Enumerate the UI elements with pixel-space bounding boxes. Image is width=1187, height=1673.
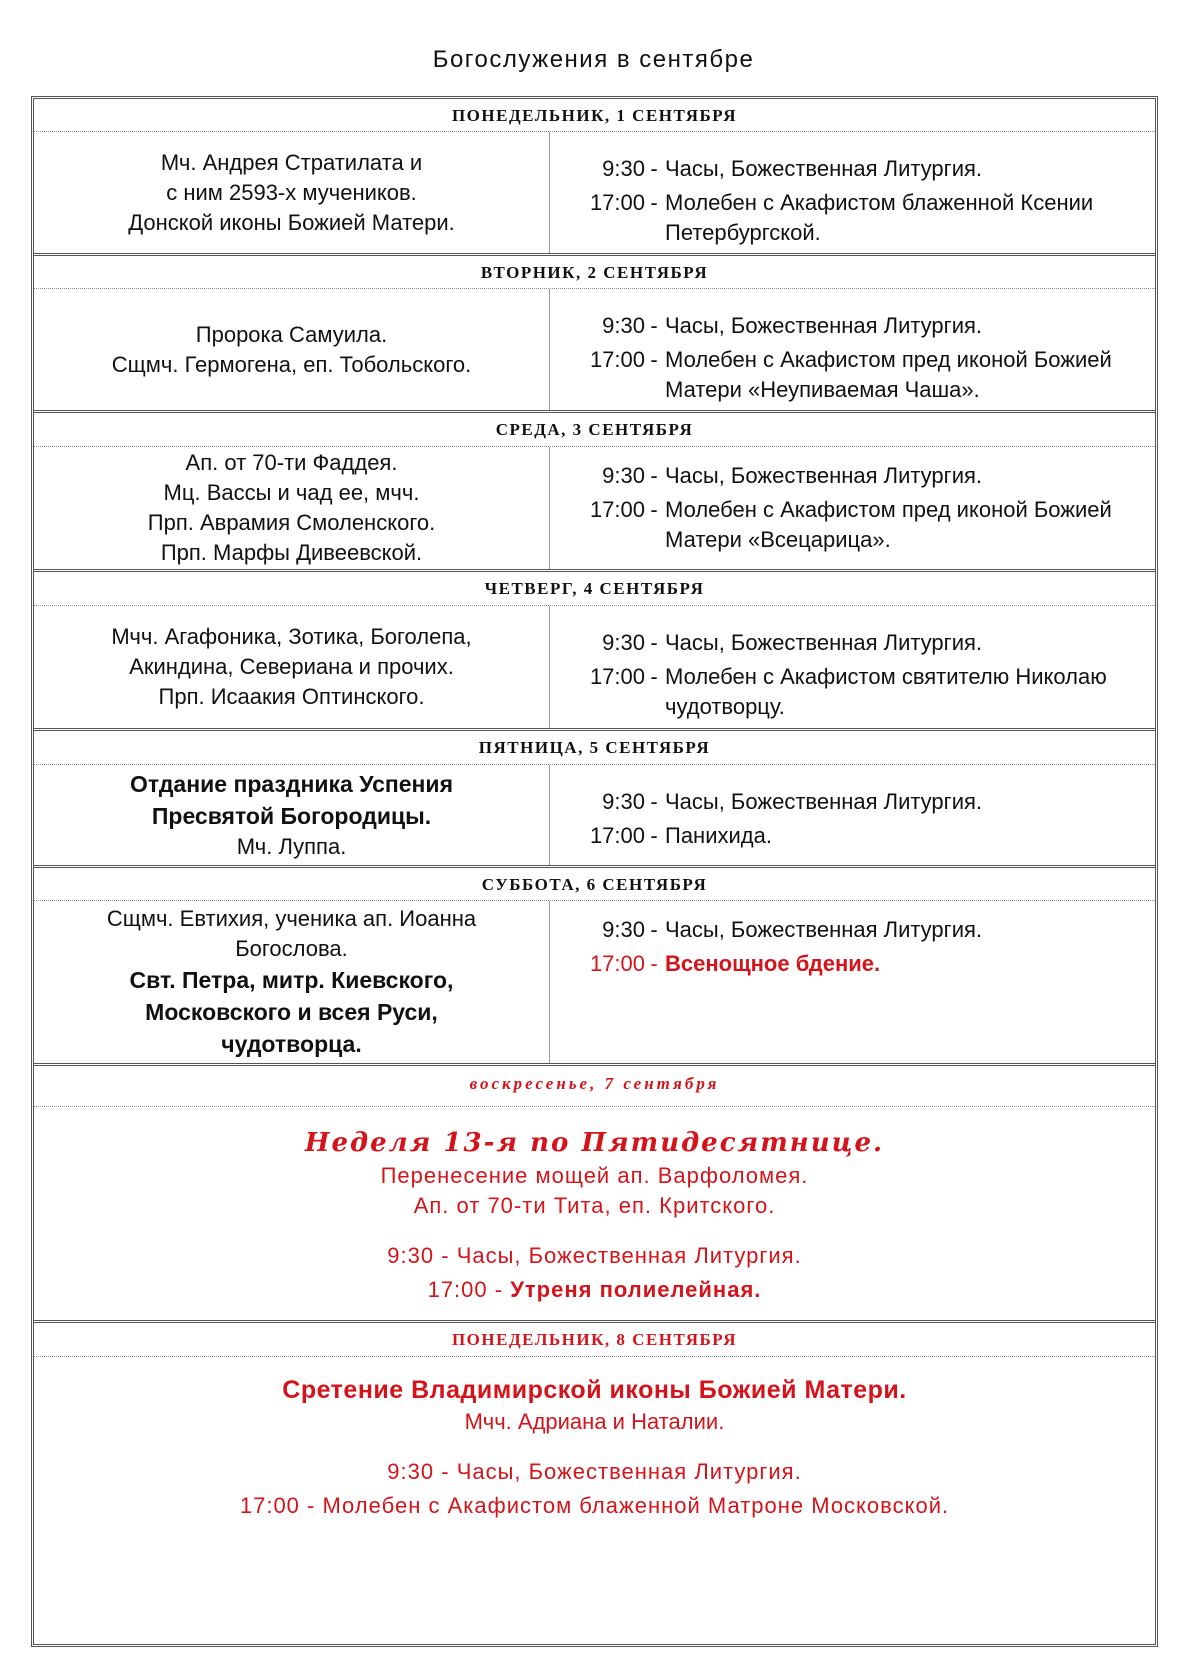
- saints-cell: [34, 606, 550, 728]
- service-entry: [550, 949, 1155, 979]
- day-row: [34, 289, 1155, 413]
- monday8-feast-title: Сретение Владимирской иконы Божией Матери.: [282, 1376, 907, 1404]
- saint-line: Мчч. Агафоника, Зотика, Боголепа,: [111, 624, 472, 649]
- saint-line: Московского и всея Руси,: [145, 999, 438, 1025]
- saint-line: Мч. Луппа.: [236, 834, 347, 859]
- saint-line: Мч. Андрея Стратилата и: [160, 149, 423, 175]
- day-header: ВТОРНИК, 2 СЕНТЯБРЯ: [34, 256, 1155, 289]
- service-description: Часы, Божественная Литургия.: [665, 463, 983, 488]
- service-description: Панихида.: [665, 823, 772, 848]
- service-description: Молебен с Акафистом блаженной Ксении Петербургской.: [665, 190, 1094, 245]
- saint-line: чудотворца.: [221, 1031, 362, 1057]
- sunday-commemoration: Ап. от 70-ти Тита, еп. Критского.: [413, 1193, 776, 1218]
- service-dash: -: [650, 630, 658, 655]
- saint-line: Мц. Вассы и чад ее, мчч.: [163, 480, 420, 505]
- service-time: 9:30: [602, 313, 645, 338]
- day-header-monday-8: ПОНЕДЕЛЬНИК, 8 СЕНТЯБРЯ: [34, 1323, 1155, 1357]
- day-row: [34, 447, 1155, 572]
- schedule-table: [31, 96, 1158, 1647]
- day-header: СРЕДА, 3 СЕНТЯБРЯ: [34, 413, 1155, 447]
- service-entry: [550, 188, 1155, 248]
- day-row-sunday: [34, 1107, 1155, 1323]
- service-entry: [550, 495, 1155, 555]
- saints-cell: [34, 765, 550, 865]
- saint-line: Сщмч. Евтихия, ученика ап. Иоанна: [106, 906, 477, 931]
- service-entry: [550, 915, 1155, 945]
- services-cell: [550, 765, 1155, 865]
- service-time: 17:00: [589, 823, 645, 848]
- saint-line: Богослова.: [235, 936, 348, 961]
- saint-line: Пророка Самуила.: [195, 321, 388, 347]
- service-dash: -: [650, 951, 658, 976]
- service-description: Часы, Божественная Литургия.: [665, 917, 983, 942]
- saints-cell: [34, 289, 550, 410]
- saint-line: Донской иконы Божией Матери.: [128, 209, 455, 235]
- services-cell: [550, 289, 1155, 410]
- day-header: ПЯТНИЦА, 5 СЕНТЯБРЯ: [34, 731, 1155, 765]
- day-header: ЧЕТВЕРГ, 4 СЕНТЯБРЯ: [34, 572, 1155, 606]
- service-entry: [550, 787, 1155, 817]
- day-header: СУББОТА, 6 СЕНТЯБРЯ: [34, 868, 1155, 901]
- monday8-commemoration: Мчч. Адриана и Наталии.: [464, 1409, 725, 1434]
- service-description: Часы, Божественная Литургия.: [665, 156, 983, 181]
- service-time: 9:30: [602, 789, 645, 814]
- sunday-commemoration: Перенесение мощей ап. Варфоломея.: [380, 1163, 809, 1188]
- service-entry: [550, 461, 1155, 491]
- saints-cell: [34, 132, 550, 253]
- monday8-service: 17:00 - Молебен с Акафистом блаженной Матроне Московской.: [239, 1493, 950, 1518]
- services-cell: [550, 447, 1155, 569]
- service-entry: [550, 311, 1155, 341]
- service-description: Часы, Божественная Литургия.: [665, 313, 983, 338]
- page-title: Богослужения в сентябре: [432, 46, 755, 73]
- service-dash: -: [650, 156, 658, 181]
- service-dash: -: [650, 313, 658, 338]
- service-time: 9:30: [602, 463, 645, 488]
- day-row: [34, 606, 1155, 731]
- saints-cell: [34, 901, 550, 1063]
- saint-line: Свт. Петра, митр. Киевского,: [129, 967, 454, 993]
- service-entry: [550, 628, 1155, 658]
- service-dash: -: [650, 347, 658, 372]
- services-cell: [550, 132, 1155, 253]
- service-description: Часы, Божественная Литургия.: [665, 630, 983, 655]
- monday8-service: 9:30 - Часы, Божественная Литургия.: [387, 1459, 802, 1484]
- service-time: 17:00: [589, 664, 645, 689]
- service-description: Молебен с Акафистом пред иконой Божией Матери «Всецарица».: [665, 497, 1112, 552]
- day-row-monday-8: [34, 1357, 1155, 1644]
- service-dash: -: [650, 917, 658, 942]
- service-entry: [550, 662, 1155, 722]
- day-row: [34, 765, 1155, 868]
- service-description: Часы, Божественная Литургия.: [665, 789, 983, 814]
- service-dash: -: [650, 789, 658, 814]
- service-dash: -: [650, 823, 658, 848]
- service-entry: [550, 345, 1155, 405]
- service-dash: -: [650, 497, 658, 522]
- sunday-service: 17:00 - Утреня полиелейная.: [427, 1277, 762, 1302]
- service-dash: -: [650, 664, 658, 689]
- service-time: 17:00: [589, 497, 645, 522]
- service-dash: -: [650, 463, 658, 488]
- service-dash: -: [650, 190, 658, 215]
- saint-line: с ним 2593-х мучеников.: [166, 179, 417, 205]
- day-header-sunday: воскресенье, 7 сентября: [34, 1066, 1155, 1107]
- service-time: 17:00: [589, 347, 645, 372]
- saint-line: Прп. Марфы Дивеевской.: [160, 540, 423, 565]
- service-description: Молебен с Акафистом святителю Николаю чудотворцу.: [665, 664, 1107, 719]
- service-time: 9:30: [602, 156, 645, 181]
- service-time: 9:30: [602, 630, 645, 655]
- saint-line: Ап. от 70-ти Фаддея.: [185, 450, 398, 475]
- saints-cell: [34, 447, 550, 569]
- day-header: ПОНЕДЕЛЬНИК, 1 СЕНТЯБРЯ: [34, 99, 1155, 132]
- services-cell: [550, 901, 1155, 1063]
- saint-line: Акиндина, Севериана и прочих.: [129, 654, 454, 679]
- service-description: Всенощное бдение.: [665, 951, 881, 976]
- saint-line: Прп. Исаакия Оптинского.: [158, 684, 425, 709]
- sunday-feast-title: Неделя 13-я по Пятидесятнице.: [304, 1128, 885, 1158]
- service-time: 9:30: [602, 917, 645, 942]
- service-description: Молебен с Акафистом пред иконой Божией Матери «Неупиваемая Чаша».: [665, 347, 1112, 402]
- saint-line: Пресвятой Богородицы.: [151, 803, 432, 829]
- saint-line: Отдание праздника Успения: [129, 771, 453, 797]
- day-row: [34, 132, 1155, 256]
- service-entry: [550, 821, 1155, 851]
- service-time: 17:00: [589, 190, 645, 215]
- saint-line: Прп. Аврамия Смоленского.: [147, 510, 436, 535]
- services-cell: [550, 606, 1155, 728]
- day-row: [34, 901, 1155, 1066]
- sunday-service: 9:30 - Часы, Божественная Литургия.: [387, 1243, 802, 1268]
- service-entry: [550, 154, 1155, 184]
- saint-line: Сщмч. Гермогена, еп. Тобольского.: [111, 351, 472, 377]
- service-time: 17:00: [589, 951, 645, 976]
